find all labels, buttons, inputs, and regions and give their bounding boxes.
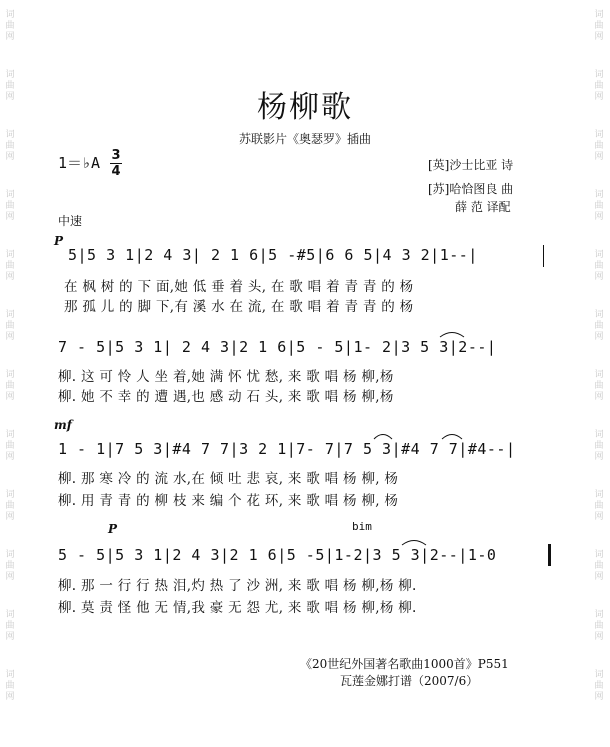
barline (543, 245, 544, 267)
lyricist-credit: [英]沙士比亚 诗 (428, 158, 514, 172)
performance-marking: bim (352, 520, 372, 533)
watermark-mark: 词 曲 网 (5, 370, 15, 402)
song-subtitle: 苏联影片《奥瑟罗》插曲 (238, 132, 371, 146)
time-signature-top: 3 (111, 148, 121, 163)
watermark-mark: 词 曲 网 (5, 130, 15, 162)
slur-mark (438, 328, 466, 338)
time-signature-bottom: 4 (111, 164, 121, 179)
slur-mark (400, 536, 428, 546)
dynamic-marking: P (108, 522, 118, 536)
lyric-line-1: 柳. 那 一 行 行 热 泪,灼 热 了 沙 洲, 来 歌 唱 杨 柳,杨 柳. (58, 578, 417, 594)
lyric-line-1: 在 枫 树 的 下 面,她 低 垂 着 头, 在 歌 唱 着 青 青 的 杨 (64, 279, 414, 295)
note-line: 1 - 1|7 5 3|#4 7 7|3 2 1|7- 7|7 5 3|#4 7 7|#4--| (58, 440, 516, 458)
watermark-mark: 词 曲 网 (594, 370, 604, 402)
note-line: 5|5 3 1|2 4 3| 2 1 6|5 -#5|6 6 5|4 3 2|1--| (68, 246, 478, 264)
lyric-line-2: 柳. 用 青 青 的 柳 枝 来 编 个 花 环, 来 歌 唱 杨 柳, 杨 (58, 493, 399, 509)
watermark-mark: 词 曲 网 (5, 610, 15, 642)
slur-mark (372, 430, 394, 440)
lyric-line-2: 那 孤 儿 的 脚 下,有 溪 水 在 流, 在 歌 唱 着 青 青 的 杨 (64, 299, 414, 315)
translator-credit: 薛 范 译配 (455, 200, 511, 214)
lyric-line-2: 柳. 她 不 幸 的 遭 遇,也 感 动 石 头, 来 歌 唱 杨 柳,杨 (58, 389, 394, 405)
lyric-line-1: 柳. 那 寒 冷 的 流 水,在 倾 吐 悲 哀, 来 歌 唱 杨 柳, 杨 (58, 471, 399, 487)
time-signature (110, 149, 122, 178)
song-title: 杨柳歌 (257, 90, 353, 125)
watermark-mark: 词 曲 网 (594, 190, 604, 222)
watermark-mark: 词 曲 网 (5, 670, 15, 702)
watermark-mark: 词 曲 网 (594, 70, 604, 102)
watermark-mark: 词 曲 网 (594, 10, 604, 42)
key-signature: 1＝♭A (58, 154, 101, 172)
transcriber-note: 瓦莲金娜打谱（2007/6） (340, 674, 479, 688)
watermark-mark: 词 曲 网 (5, 190, 15, 222)
watermark-mark: 词 曲 网 (594, 430, 604, 462)
watermark-mark: 词 曲 网 (5, 310, 15, 342)
watermark-mark: 词 曲 网 (594, 670, 604, 702)
tempo-marking: 中速 (58, 214, 83, 228)
final-barline (548, 544, 551, 566)
watermark-mark: 词 曲 网 (5, 490, 15, 522)
lyric-line-2: 柳. 莫 责 怪 他 无 情,我 豪 无 怨 尤, 来 歌 唱 杨 柳,杨 柳. (58, 600, 417, 616)
slur-mark (440, 430, 464, 440)
note-line: 5 - 5|5 3 1|2 4 3|2 1 6|5 -5|1-2|3 5 3|2--|1-0 (58, 546, 497, 564)
watermark-mark: 词 曲 网 (594, 490, 604, 522)
watermark-mark: 词 曲 网 (594, 310, 604, 342)
watermark-mark: 词 曲 网 (5, 250, 15, 282)
watermark-mark: 词 曲 网 (5, 10, 15, 42)
dynamic-marking: P (54, 234, 64, 248)
lyric-line-1: 柳. 这 可 怜 人 坐 着,她 满 怀 忧 愁, 来 歌 唱 杨 柳,杨 (58, 369, 394, 385)
watermark-mark: 词 曲 网 (5, 550, 15, 582)
dynamic-marking: mf (54, 418, 72, 432)
note-line: 7 - 5|5 3 1| 2 4 3|2 1 6|5 - 5|1- 2|3 5 3|2--| (58, 338, 497, 356)
composer-credit: [苏]哈恰图良 曲 (428, 182, 514, 196)
watermark-mark: 词 曲 网 (5, 70, 15, 102)
watermark-mark: 词 曲 网 (594, 130, 604, 162)
watermark-mark: 词 曲 网 (5, 430, 15, 462)
watermark-mark: 词 曲 网 (594, 550, 604, 582)
watermark-mark: 词 曲 网 (594, 610, 604, 642)
source-citation: 《20世纪外国著名歌曲1000首》P551 (300, 657, 509, 671)
watermark-mark: 词 曲 网 (594, 250, 604, 282)
